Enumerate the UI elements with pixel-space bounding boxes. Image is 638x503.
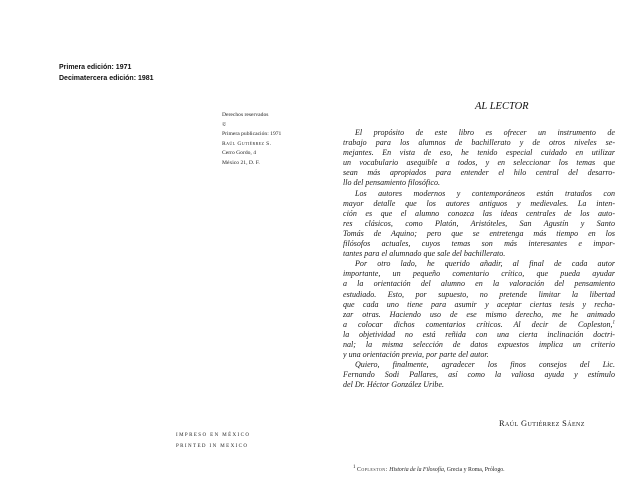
preface-line: y una orientación previa, por parte del autor. bbox=[343, 350, 489, 360]
preface-line: sean más apropiados para entender el hilo central del desarro- bbox=[343, 168, 615, 178]
preface-line: mejantes. En vista de eso, he tenido especial cuidado en utilizar bbox=[343, 148, 615, 158]
preface-line: filósofos actuales, cuyos temas son más interesantes e impor- bbox=[343, 239, 615, 249]
preface-line: Quiero, finalmente, agradecer los finos consejos del Lic. bbox=[355, 360, 615, 370]
footnote bbox=[353, 467, 505, 473]
footnote-number: 1 bbox=[353, 465, 356, 471]
preface-line: la objetividad no está reñida con una cierta inclinación doctri- bbox=[343, 329, 615, 339]
preface-body bbox=[343, 128, 615, 390]
footnote-rest: Grecia y Roma, Prólogo. bbox=[446, 467, 505, 473]
first-edition-line: Primera edición: 1971 bbox=[59, 64, 132, 71]
rights-reserved: Derechos reservados bbox=[222, 112, 269, 118]
author-signature: Raúl Gutiérrez Sáenz bbox=[499, 419, 585, 428]
preface-line: llo del pensamiento filosófico. bbox=[343, 178, 440, 188]
printed-in-mexico-en: PRINTED IN MEXICO bbox=[176, 444, 249, 449]
preface-line: ción es que el alumno conozca las ideas centrales de los auto- bbox=[343, 208, 615, 218]
preface-heading: AL LECTOR bbox=[475, 101, 529, 112]
preface-line-text: a colocar dichos comentarios críticos. Al decir de Copleston, bbox=[343, 319, 613, 329]
publisher-name: Raúl Gutiérrez S. bbox=[222, 140, 272, 147]
preface-line: nal; la misma selección de datos expuestos implica un criterio bbox=[343, 339, 615, 349]
preface-line: zar otras. Haciendo uso de ese mismo derecho, me he animado bbox=[343, 309, 615, 319]
thirteenth-edition-line: Decimatercera edición: 1981 bbox=[59, 75, 154, 82]
preface-line: res clásicos, como Platón, Aristóteles, San Agustín y Santo bbox=[343, 218, 615, 228]
footnote-title: Historia de la Filosofía, bbox=[389, 467, 446, 473]
preface-line: Los autores modernos y contemporáneos están tratados con bbox=[355, 188, 615, 198]
publisher-street: Cerro Gordo, 4 bbox=[222, 150, 257, 157]
preface-line: El propósito de este libro es ofrecer un instrumento de bbox=[355, 128, 615, 137]
copyright-symbol: © bbox=[222, 121, 227, 128]
preface-line-with-footnote bbox=[343, 320, 615, 330]
preface-line: trabajo para los alumnos de bachillerato y de otros niveles se- bbox=[343, 138, 615, 148]
preface-line: Tomás de Aquino; pero que se entretenga más tiempo en los bbox=[343, 228, 615, 238]
preface-line: Por otro lado, he querido añadir, al final de cada autor bbox=[355, 259, 615, 269]
first-publication: Primera publicación: 1971 bbox=[222, 131, 282, 138]
preface-line: del Dr. Héctor González Uribe. bbox=[343, 380, 445, 390]
footnote-author: Copleston: bbox=[356, 467, 388, 473]
printed-in-mexico-es: IMPRESO EN MÉXICO bbox=[176, 433, 251, 438]
rights-block bbox=[222, 111, 281, 169]
preface-line: importante, un pequeño comentario crítico, que pueda ayudar bbox=[343, 269, 615, 279]
preface-line: tantes para el alumnado que sale del bachillerato. bbox=[343, 249, 506, 259]
preface-line: que cada uno tiene para asumir y aceptar ciertas tesis y recha- bbox=[343, 299, 615, 309]
publisher-city: México 21, D. F. bbox=[222, 159, 260, 166]
preface-line: un vocabulario asequible a todos, y en seleccionar los temas que bbox=[343, 158, 615, 168]
preface-line: mayor detalle que los autores antiguos y medievales. La inten- bbox=[343, 198, 615, 208]
footnote-marker: 1 bbox=[612, 320, 615, 326]
preface-line: estudiado. Esto, por supuesto, no pretende limitar la libertad bbox=[343, 289, 615, 299]
preface-line: a la orientación del alumno en la valoración del pensamiento bbox=[343, 279, 615, 289]
preface-line: Fernando Sodi Pallares, así como la valiosa ayuda y estímulo bbox=[343, 370, 615, 380]
